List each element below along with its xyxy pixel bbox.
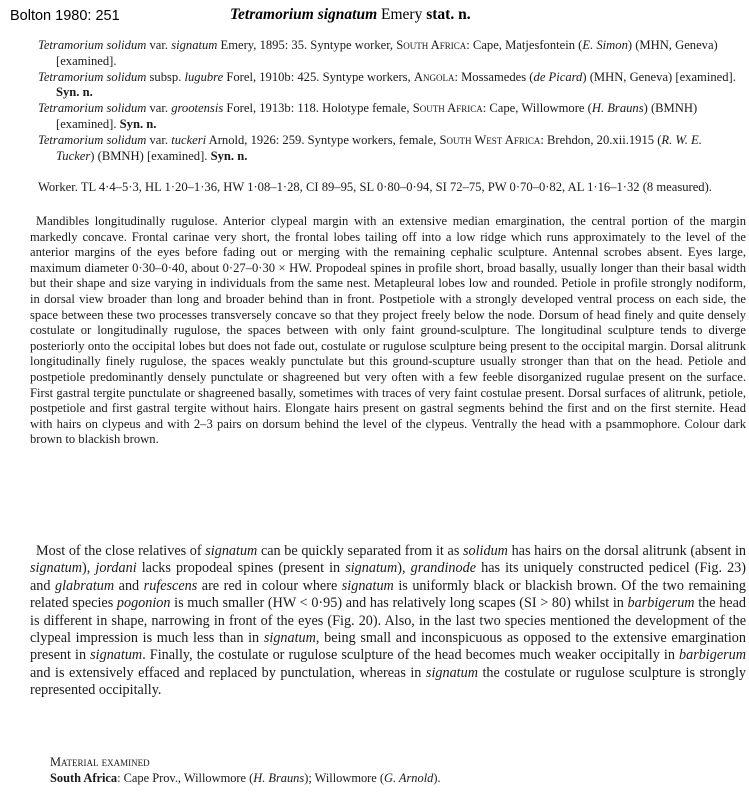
discussion-text-run: grandinode bbox=[410, 560, 477, 577]
discussion-text-run: signatum bbox=[30, 560, 83, 577]
discussion-paragraph bbox=[30, 543, 746, 700]
discussion-text-run: the costulate or rugulose sculpture is strongly represented occipitally. bbox=[30, 664, 746, 699]
discussion-text-run: is much smaller (HW < 0·95) and has relatively long scapes (SI > 80) whilst in bbox=[170, 595, 628, 612]
discussion-text-run: signatum bbox=[90, 647, 143, 664]
discussion-text-run: the head is different in shape, narrowing in front of the eyes (Fig. 20). Also, in the last two species mentioned the development of the clypeal impression is much less than in bbox=[30, 595, 746, 647]
discussion-text-run: barbigerum bbox=[679, 647, 746, 664]
source-label: Bolton 1980: 251 bbox=[10, 8, 120, 24]
discussion-text-run: are red in colour where bbox=[197, 577, 342, 594]
discussion-text-run: . Finally, the costulate or rugulose sculpture of the head becomes much weaker occipitally in bbox=[142, 647, 679, 664]
discussion-text-run: rufescens bbox=[143, 577, 198, 594]
material-record: South Africa: Cape Prov., Willowmore (H. Brauns); Willowmore (G. Arnold). bbox=[50, 771, 441, 785]
species-author: Emery bbox=[381, 6, 423, 23]
discussion-text-run: has its uniquely constructed pedicel (Fig. 23) and bbox=[30, 560, 746, 594]
discussion-text-run: is uniformly black or blackish brown. Of the two remaining related species bbox=[30, 577, 746, 612]
synonymy-list bbox=[20, 38, 738, 164]
discussion-text-run: pogonion bbox=[116, 595, 171, 612]
discussion-text-run: solidum bbox=[463, 543, 508, 559]
discussion-text-run: and bbox=[114, 577, 144, 594]
species-name: Tetramorium signatum bbox=[230, 6, 378, 23]
discussion-text-run: signatum bbox=[263, 630, 316, 647]
discussion-text-run: has hairs on the dorsal alitrunk (absent in bbox=[507, 543, 746, 559]
species-status: stat. n. bbox=[426, 6, 471, 23]
discussion-text-run: signatum bbox=[425, 664, 478, 681]
discussion-text-run: signatum bbox=[345, 560, 398, 577]
discussion-text-run: ), bbox=[82, 560, 96, 577]
discussion-text-run: , being small and inconspicuous as opposed to the extensive emargination present in bbox=[30, 630, 746, 664]
discussion-text-run: barbigerum bbox=[627, 595, 695, 612]
discussion-text-run: signatum bbox=[205, 543, 258, 559]
material-heading: Material examined bbox=[50, 755, 150, 769]
synonym-entry: Tetramorium solidum subsp. lugubre Forel, 1910b: 425. Syntype workers, Angola: Mossamedes (de Picard) (MHN, Geneva) [examined]. Syn. n. bbox=[38, 69, 736, 100]
discussion-text-run: glabratum bbox=[55, 577, 115, 594]
synonym-entry: Tetramorium solidum var. tuckeri Arnold, 1926: 259. Syntype workers, female, South West Africa: Brehdon, 20.xii.1915 (R. W. E. Tucker) (BMNH) [examined]. Syn. n. bbox=[38, 132, 702, 163]
discussion-text-run: lacks propodeal spines (present in bbox=[136, 560, 346, 577]
discussion-text-run: signatum bbox=[341, 577, 394, 594]
species-heading bbox=[230, 6, 471, 24]
worker-description: Mandibles longitudinally rugulose. Anterior clypeal margin with an extensive median emargination, the central portion of the margin markedly concave. Frontal carinae very short, the frontal lobes tailing off into a low ridge which runs approximately to the level of the anterior margins of the eyes before fading out or merging with the remaining cephalic sculpture. Antennal scrobes absent. Eyes large, maximum diameter 0·30–0·40, about 0·27–0·30 × HW. Propodeal spines in profile short, broad basally, usually longer than their basal width but their shape and size varying in individuals from the same nest. Metapleural lobes low and rounded. Petiole in profile strongly nodiform, in dorsal view broader than long and broader behind than in front. Postpetiole with a strongly developed ventral process on each side, the space between these two processes transversely concave so that they project freely below the node. Dorsum of head finely and quite densely costulate or longitudinally rugulose, the spaces between with only faint ground-sculpture. The longitudinal sculpture tends to diverge posteriorly onto the occipital lobes but does not fade out, costulate or rugulose sculpture being present to the occipital margin. Dorsal alitrunk longitudinally finely rugulose, the spaces weakly punctulate but this ground-scupture usually stronger than that on the head. Petiole and postpetiole predominantly densely punctulate or shagreened but very often with a few feeble disorganized rugulae present on the surface. First gastral tergite punctulate or shagreened basally, sometimes with traces of very faint costulae present. Dorsal surfaces of alitrunk, petiole, postpetiole and first gastral tergite without hairs. Elongate hairs present on gastral segments behind the first and on the first sternite. Head with hairs on clypeus and with 2–3 pairs on dorsum behind the level of the clypeus. Ventrally the head with a psammophore. Colour dark brown to blackish brown. bbox=[30, 214, 746, 447]
discussion-text-run: jordani bbox=[95, 560, 137, 577]
discussion-text-run: can be quickly separated from it as bbox=[257, 543, 463, 559]
synonym-entry: Tetramorium solidum var. signatum Emery, 1895: 35. Syntype worker, South Africa: Cape, Matjesfontein (E. Simon) (MHN, Geneva) [examined]. bbox=[38, 38, 718, 68]
discussion-text-run: and is extensively effaced and replaced by punctulation, whereas in bbox=[30, 664, 426, 681]
synonym-entry: Tetramorium solidum var. grootensis Forel, 1913b: 118. Holotype female, South Africa: Cape, Willowmore (H. Brauns) (BMNH) [examined]. Syn. n. bbox=[38, 101, 698, 131]
discussion-text-run: ), bbox=[397, 560, 411, 577]
worker-measurements: Worker. TL 4·4–5·3, HL 1·20–1·36, HW 1·08–1·28, CI 89–95, SL 0·80–0·94, SI 72–75, PW 0·70–0·82, AL 1·16–1·32 (8 measured). bbox=[38, 180, 712, 194]
discussion-text-run: Most of the close relatives of bbox=[36, 543, 206, 559]
material-examined bbox=[50, 754, 740, 786]
